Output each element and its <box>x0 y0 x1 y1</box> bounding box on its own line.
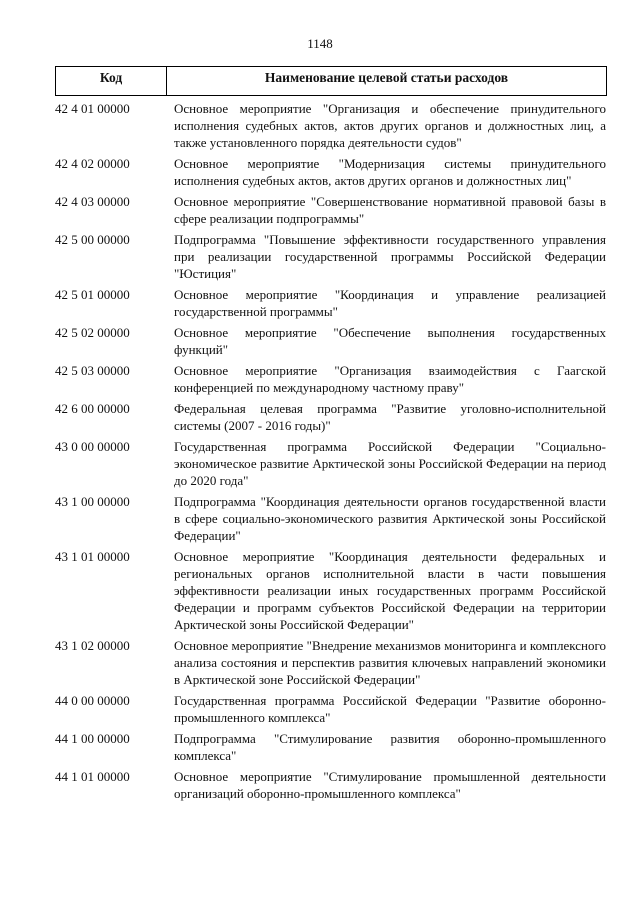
table-row <box>55 692 607 726</box>
row-code: 43 1 01 00000 <box>55 549 130 564</box>
table-row <box>55 286 607 320</box>
row-name: Основное мероприятие "Организация и обеспечение принудительного исполнения судебных актов, актов других органов и должностных лиц, а также установленного порядка деятельности судов" <box>174 101 606 150</box>
row-code: 42 5 01 00000 <box>55 287 130 302</box>
row-name: Основное мероприятие "Стимулирование промышленной деятельности организаций оборонно-промышленного комплекса" <box>174 769 606 801</box>
table-row <box>55 100 607 151</box>
row-name: Подпрограмма "Стимулирование развития оборонно-промышленного комплекса" <box>174 731 606 763</box>
row-code: 42 5 02 00000 <box>55 325 130 340</box>
budget-classification-table <box>55 66 607 802</box>
table-row <box>55 193 607 227</box>
row-code: 42 4 02 00000 <box>55 156 130 171</box>
row-name: Государственная программа Российской Федерации "Социально-экономическое развитие Арктической зоны Российской Федерации на период до 2020 года" <box>174 439 606 488</box>
row-code: 44 1 01 00000 <box>55 769 130 784</box>
table-row <box>55 548 607 633</box>
row-name: Основное мероприятие "Координация и управление реализацией государственной программы" <box>174 287 606 319</box>
table-row <box>55 493 607 544</box>
row-code: 42 4 03 00000 <box>55 194 130 209</box>
row-name: Основное мероприятие "Внедрение механизмов мониторинга и комплексного анализа состояния и перспектив развития ключевых направлений экономики в Арктической зоне Российской Федерации" <box>174 638 606 687</box>
table-row <box>55 637 607 688</box>
row-code: 42 5 00 00000 <box>55 232 130 247</box>
page-number: 1148 <box>307 36 333 51</box>
row-name: Основное мероприятие "Координация деятельности федеральных и региональных органов исполнительной власти в части повышения эффективности реализации иных государственных программ Российской Федерации и программ субъектов Российской Федерации на территории Арктической зоны Российской Федерации" <box>174 549 606 632</box>
row-code: 42 5 03 00000 <box>55 363 130 378</box>
table-body <box>55 100 607 802</box>
row-name: Подпрограмма "Повышение эффективности государственного управления при реализации государственной программы Российской Федерации "Юстиция" <box>174 232 606 281</box>
row-code: 43 0 00 00000 <box>55 439 130 454</box>
row-name: Государственная программа Российской Федерации "Развитие оборонно-промышленного комплекса" <box>174 693 606 725</box>
table-row <box>55 362 607 396</box>
header-name: Наименование целевой статьи расходов <box>264 70 509 85</box>
header-code: Код <box>56 67 167 95</box>
row-code: 43 1 02 00000 <box>55 638 130 653</box>
row-name: Федеральная целевая программа "Развитие уголовно-исполнительной системы (2007 - 2016 годы)" <box>174 401 606 433</box>
table-row <box>55 730 607 764</box>
table-row <box>55 324 607 358</box>
row-name: Основное мероприятие "Совершенствование нормативной правовой базы в сфере реализации подпрограммы" <box>174 194 606 226</box>
table-row <box>55 438 607 489</box>
row-code: 43 1 00 00000 <box>55 494 130 509</box>
row-code: 44 1 00 00000 <box>55 731 130 746</box>
row-code: 44 0 00 00000 <box>55 693 130 708</box>
row-name: Основное мероприятие "Организация взаимодействия с Гаагской конференцией по международному частному праву" <box>174 363 606 395</box>
table-row <box>55 155 607 189</box>
row-name: Подпрограмма "Координация деятельности органов государственной власти в сфере социально-экономического развития Арктической зоны Российской Федерации" <box>174 494 606 543</box>
table-row <box>55 400 607 434</box>
table-row <box>55 768 607 802</box>
row-code: 42 4 01 00000 <box>55 101 130 116</box>
table-header <box>55 66 607 96</box>
row-name: Основное мероприятие "Обеспечение выполнения государственных функций" <box>174 325 606 357</box>
table-row <box>55 231 607 282</box>
row-name: Основное мероприятие "Модернизация системы принудительного исполнения судебных актов, актов других органов и должностных лиц" <box>174 156 606 188</box>
row-code: 42 6 00 00000 <box>55 401 130 416</box>
